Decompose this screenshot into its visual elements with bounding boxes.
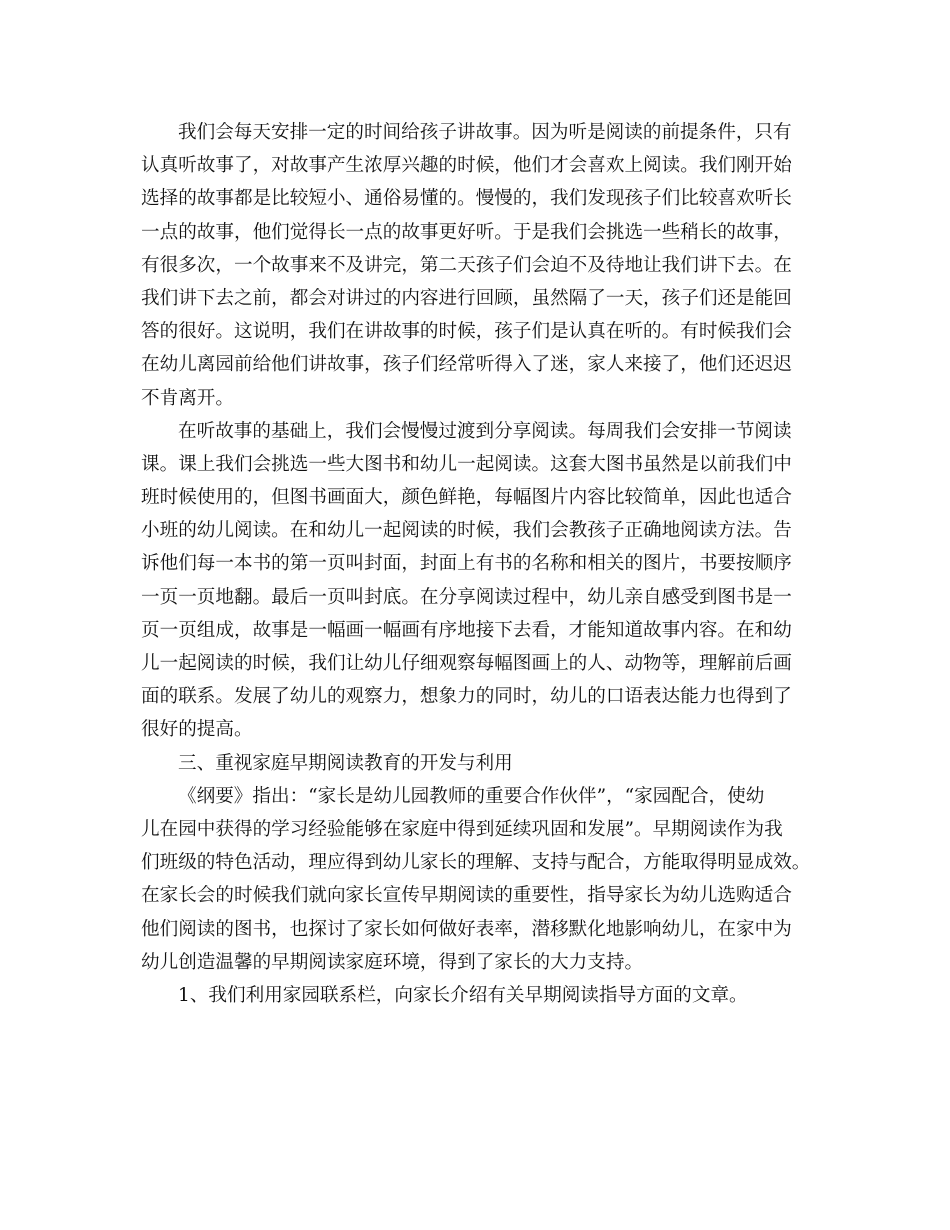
text-line: 他们阅读的图书，也探讨了家长如何做好表率，潜移默化地影响幼儿，在家中为: [141, 918, 792, 940]
text-line: 面的联系。发展了幼儿的观察力，想象力的同时，幼儿的口语表达能力也得到了: [141, 686, 792, 708]
text-line: 答的很好。这说明，我们在讲故事的时候，孩子们是认真在听的。有时候我们会: [141, 321, 792, 343]
text-line: 诉他们每一本书的第一页叫封面，封面上有书的名称和相关的图片，书要按顺序: [141, 553, 792, 575]
text-line: 小班的幼儿阅读。在和幼儿一起阅读的时候，我们会教孩子正确地阅读方法。告: [141, 520, 792, 542]
text-line: 我们讲下去之前，都会对讲过的内容进行回顾，虽然隔了一天，孩子们还是能回: [141, 287, 792, 309]
text-line: 三、重视家庭早期阅读教育的开发与利用: [178, 752, 513, 774]
text-line: 在家长会的时候我们就向家长宣传早期阅读的重要性，指导家长为幼儿选购适合: [141, 885, 792, 907]
text-line: 在听故事的基础上，我们会慢慢过渡到分享阅读。每周我们会安排一节阅读: [178, 420, 792, 442]
text-line: 在幼儿离园前给他们讲故事，孩子们经常听得入了迷，家人来接了，他们还迟迟: [141, 354, 792, 376]
text-line: 一点的故事，他们觉得长一点的故事更好听。于是我们会挑选一些稍长的故事，: [141, 221, 792, 243]
text-line: 一页一页地翻。最后一页叫封底。在分享阅读过程中，幼儿亲自感受到图书是一: [141, 586, 792, 608]
text-line: 很好的提高。: [141, 719, 253, 741]
text-line: 儿一起阅读的时候，我们让幼儿仔细观察每幅图画上的人、动物等，理解前后画: [141, 653, 792, 674]
text-line: 课。课上我们会挑选一些大图书和幼儿一起阅读。这套大图书虽然是以前我们中: [141, 453, 792, 475]
text-line: 幼儿创造温馨的早期阅读家庭环境，得到了家长的大力支持。: [141, 951, 644, 973]
text-line: 有很多次，一个故事来不及讲完，第二天孩子们会迫不及待地让我们讲下去。在: [141, 254, 792, 276]
text-line: 不肯离开。: [141, 387, 234, 409]
text-line: 们班级的特色活动，理应得到幼儿家长的理解、支持与配合，方能取得明显成效。: [141, 852, 811, 874]
text-line: 班时候使用的，但图书画面大，颜色鲜艳，每幅图片内容比较简单，因此也适合: [141, 487, 792, 509]
document-body: [141, 116, 809, 1012]
text-line: 选择的故事都是比较短小、通俗易懂的。慢慢的，我们发现孩子们比较喜欢听长: [141, 188, 792, 210]
text-line: 页一页组成，故事是一幅画一幅画有序地接下去看，才能知道故事内容。在和幼: [141, 619, 792, 641]
text-line: 儿在园中获得的学习经验能够在家庭中得到延续巩固和发展”。早期阅读作为我: [141, 818, 783, 840]
text-line: 认真听故事了，对故事产生浓厚兴趣的时候，他们才会喜欢上阅读。我们刚开始: [141, 155, 792, 177]
text-line: 1、我们利用家园联系栏，向家长介绍有关早期阅读指导方面的文章。: [178, 984, 748, 1006]
text-line: 我们会每天安排一定的时间给孩子讲故事。因为听是阅读的前提条件，只有: [178, 122, 792, 143]
text-line: 《纲要》指出：“家长是幼儿园教师的重要合作伙伴”，“家园配合，使幼: [178, 785, 765, 807]
